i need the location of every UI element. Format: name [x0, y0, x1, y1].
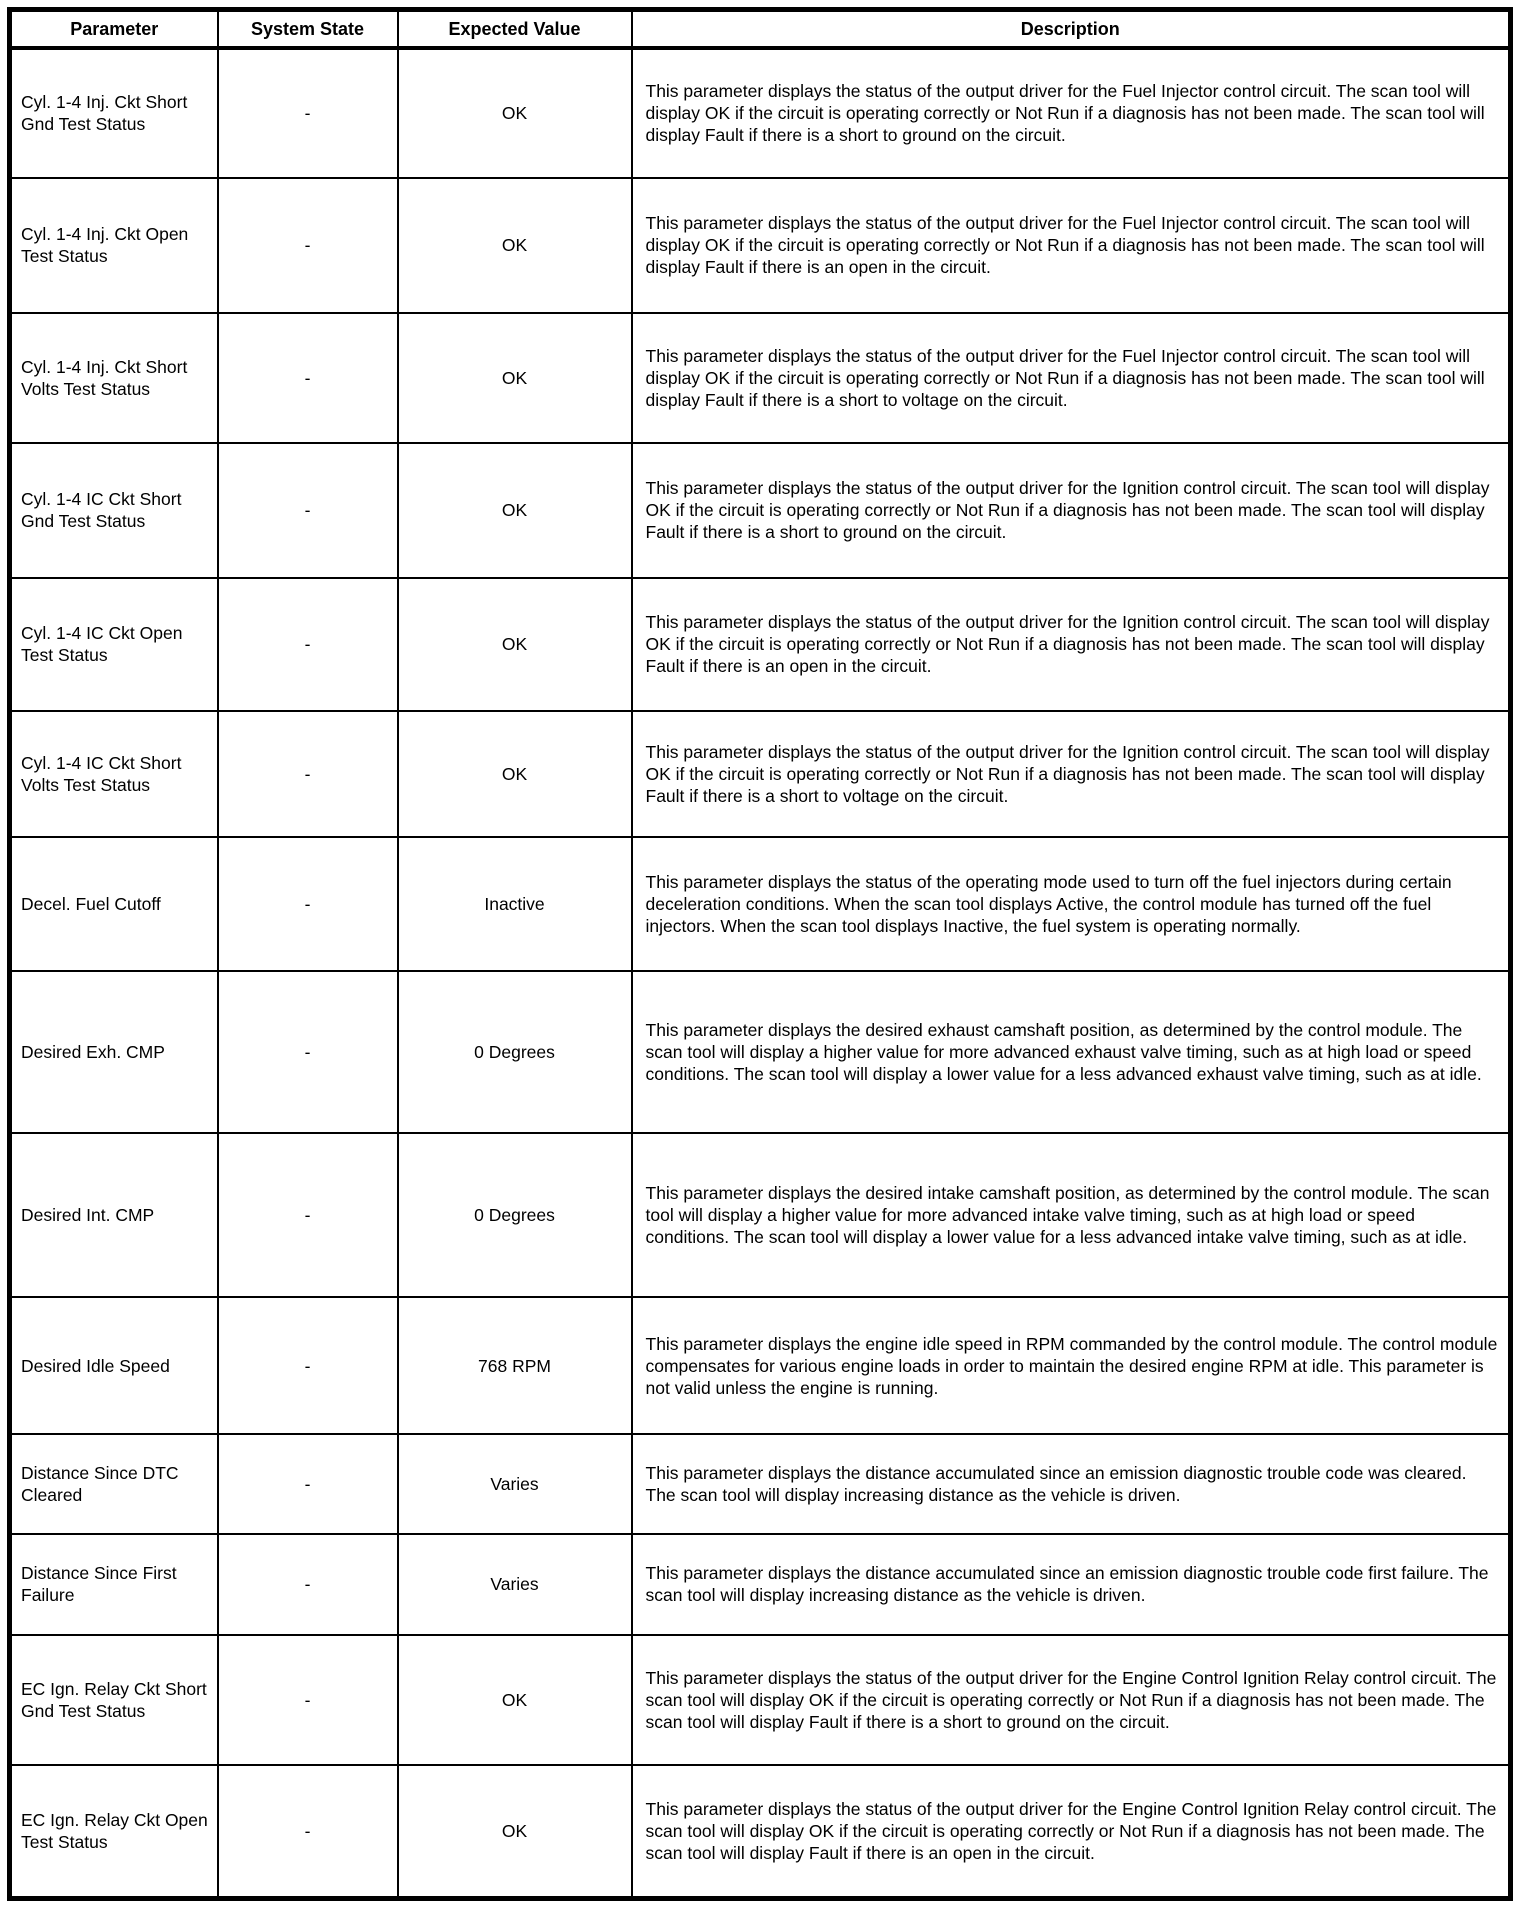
expected-value-cell: 0 Degrees: [398, 971, 632, 1134]
description-cell: This parameter displays the status of the output driver for the Engine Control Ignition Relay control circuit. The scan tool will display OK if the circuit is operating correctly or Not Run if a diagnosis has not been made. The scan tool will display Fault if there is a short to ground on the circuit.: [632, 1635, 1511, 1765]
parameter-cell: Desired Exh. CMP: [10, 971, 218, 1134]
parameter-table: [7, 7, 1513, 1901]
parameter-cell: Cyl. 1-4 IC Ckt Short Gnd Test Status: [10, 443, 218, 578]
description-cell: This parameter displays the desired intake camshaft position, as determined by the control module. The scan tool will display a higher value for more advanced intake valve timing, such as at high load or speed conditions. The scan tool will display a lower value for a less advanced intake valve timing, such as at idle.: [632, 1133, 1511, 1297]
parameter-cell: Decel. Fuel Cutoff: [10, 837, 218, 971]
expected-value-cell: OK: [398, 48, 632, 178]
expected-value-cell: OK: [398, 711, 632, 837]
expected-value-cell: 0 Degrees: [398, 1133, 632, 1297]
parameter-cell: Cyl. 1-4 Inj. Ckt Short Gnd Test Status: [10, 48, 218, 178]
description-cell: This parameter displays the status of the output driver for the Fuel Injector control circuit. The scan tool will display OK if the circuit is operating correctly or Not Run if a diagnosis has not been made. The scan tool will display Fault if there is a short to voltage on the circuit.: [632, 313, 1511, 443]
expected-value-cell: OK: [398, 1635, 632, 1765]
description-cell: This parameter displays the status of the output driver for the Fuel Injector control circuit. The scan tool will display OK if the circuit is operating correctly or Not Run if a diagnosis has not been made. The scan tool will display Fault if there is a short to ground on the circuit.: [632, 48, 1511, 178]
system-state-cell: -: [218, 1635, 398, 1765]
table-row: [10, 178, 1511, 313]
table-row: [10, 837, 1511, 971]
description-cell: This parameter displays the status of the output driver for the Ignition control circuit. The scan tool will display OK if the circuit is operating correctly or Not Run if a diagnosis has not been made. The scan tool will display Fault if there is an open in the circuit.: [632, 578, 1511, 711]
system-state-cell: -: [218, 837, 398, 971]
system-state-cell: -: [218, 578, 398, 711]
expected-value-cell: OK: [398, 443, 632, 578]
system-state-cell: -: [218, 1765, 398, 1898]
table-row: [10, 1534, 1511, 1636]
parameter-cell: Distance Since First Failure: [10, 1534, 218, 1636]
table-row: [10, 711, 1511, 837]
expected-value-cell: Inactive: [398, 837, 632, 971]
system-state-cell: -: [218, 443, 398, 578]
parameter-cell: Distance Since DTC Cleared: [10, 1434, 218, 1534]
expected-value-cell: OK: [398, 578, 632, 711]
description-cell: This parameter displays the status of the output driver for the Engine Control Ignition Relay control circuit. The scan tool will display OK if the circuit is operating correctly or Not Run if a diagnosis has not been made. The scan tool will display Fault if there is an open in the circuit.: [632, 1765, 1511, 1898]
expected-value-cell: Varies: [398, 1434, 632, 1534]
table-row: [10, 1635, 1511, 1765]
system-state-cell: -: [218, 711, 398, 837]
table-row: [10, 1765, 1511, 1898]
description-cell: This parameter displays the desired exhaust camshaft position, as determined by the control module. The scan tool will display a higher value for more advanced exhaust valve timing, such as at high load or speed conditions. The scan tool will display a lower value for a less advanced exhaust valve timing, such as at idle.: [632, 971, 1511, 1134]
table-row: [10, 578, 1511, 711]
system-state-cell: -: [218, 1297, 398, 1434]
column-header-parameter: Parameter: [10, 10, 218, 48]
description-cell: This parameter displays the distance accumulated since an emission diagnostic trouble code was cleared. The scan tool will display increasing distance as the vehicle is driven.: [632, 1434, 1511, 1534]
column-header-expected-value: Expected Value: [398, 10, 632, 48]
table-row: [10, 971, 1511, 1134]
parameter-cell: EC Ign. Relay Ckt Short Gnd Test Status: [10, 1635, 218, 1765]
table-row: [10, 48, 1511, 178]
description-cell: This parameter displays the status of the output driver for the Ignition control circuit. The scan tool will display OK if the circuit is operating correctly or Not Run if a diagnosis has not been made. The scan tool will display Fault if there is a short to ground on the circuit.: [632, 443, 1511, 578]
parameter-cell: Desired Idle Speed: [10, 1297, 218, 1434]
system-state-cell: -: [218, 1534, 398, 1636]
table-row: [10, 1434, 1511, 1534]
description-cell: This parameter displays the distance accumulated since an emission diagnostic trouble code first failure. The scan tool will display increasing distance as the vehicle is driven.: [632, 1534, 1511, 1636]
description-cell: This parameter displays the status of the operating mode used to turn off the fuel injectors during certain deceleration conditions. When the scan tool displays Active, the control module has turned off the fuel injectors. When the scan tool displays Inactive, the fuel system is operating normally.: [632, 837, 1511, 971]
expected-value-cell: 768 RPM: [398, 1297, 632, 1434]
system-state-cell: -: [218, 48, 398, 178]
description-cell: This parameter displays the engine idle speed in RPM commanded by the control module. The control module compensates for various engine loads in order to maintain the desired engine RPM at idle. This parameter is not valid unless the engine is running.: [632, 1297, 1511, 1434]
system-state-cell: -: [218, 178, 398, 313]
parameter-cell: Desired Int. CMP: [10, 1133, 218, 1297]
description-cell: This parameter displays the status of the output driver for the Ignition control circuit. The scan tool will display OK if the circuit is operating correctly or Not Run if a diagnosis has not been made. The scan tool will display Fault if there is a short to voltage on the circuit.: [632, 711, 1511, 837]
table-header-row: [10, 10, 1511, 48]
parameter-cell: EC Ign. Relay Ckt Open Test Status: [10, 1765, 218, 1898]
system-state-cell: -: [218, 1133, 398, 1297]
parameter-cell: Cyl. 1-4 Inj. Ckt Open Test Status: [10, 178, 218, 313]
expected-value-cell: OK: [398, 178, 632, 313]
column-header-system-state: System State: [218, 10, 398, 48]
table-row: [10, 313, 1511, 443]
description-cell: This parameter displays the status of the output driver for the Fuel Injector control circuit. The scan tool will display OK if the circuit is operating correctly or Not Run if a diagnosis has not been made. The scan tool will display Fault if there is an open in the circuit.: [632, 178, 1511, 313]
expected-value-cell: OK: [398, 1765, 632, 1898]
table-row: [10, 1133, 1511, 1297]
table-row: [10, 443, 1511, 578]
parameter-cell: Cyl. 1-4 Inj. Ckt Short Volts Test Status: [10, 313, 218, 443]
column-header-description: Description: [632, 10, 1511, 48]
table-row: [10, 1297, 1511, 1434]
parameter-cell: Cyl. 1-4 IC Ckt Open Test Status: [10, 578, 218, 711]
expected-value-cell: OK: [398, 313, 632, 443]
system-state-cell: -: [218, 971, 398, 1134]
expected-value-cell: Varies: [398, 1534, 632, 1636]
system-state-cell: -: [218, 1434, 398, 1534]
system-state-cell: -: [218, 313, 398, 443]
parameter-cell: Cyl. 1-4 IC Ckt Short Volts Test Status: [10, 711, 218, 837]
